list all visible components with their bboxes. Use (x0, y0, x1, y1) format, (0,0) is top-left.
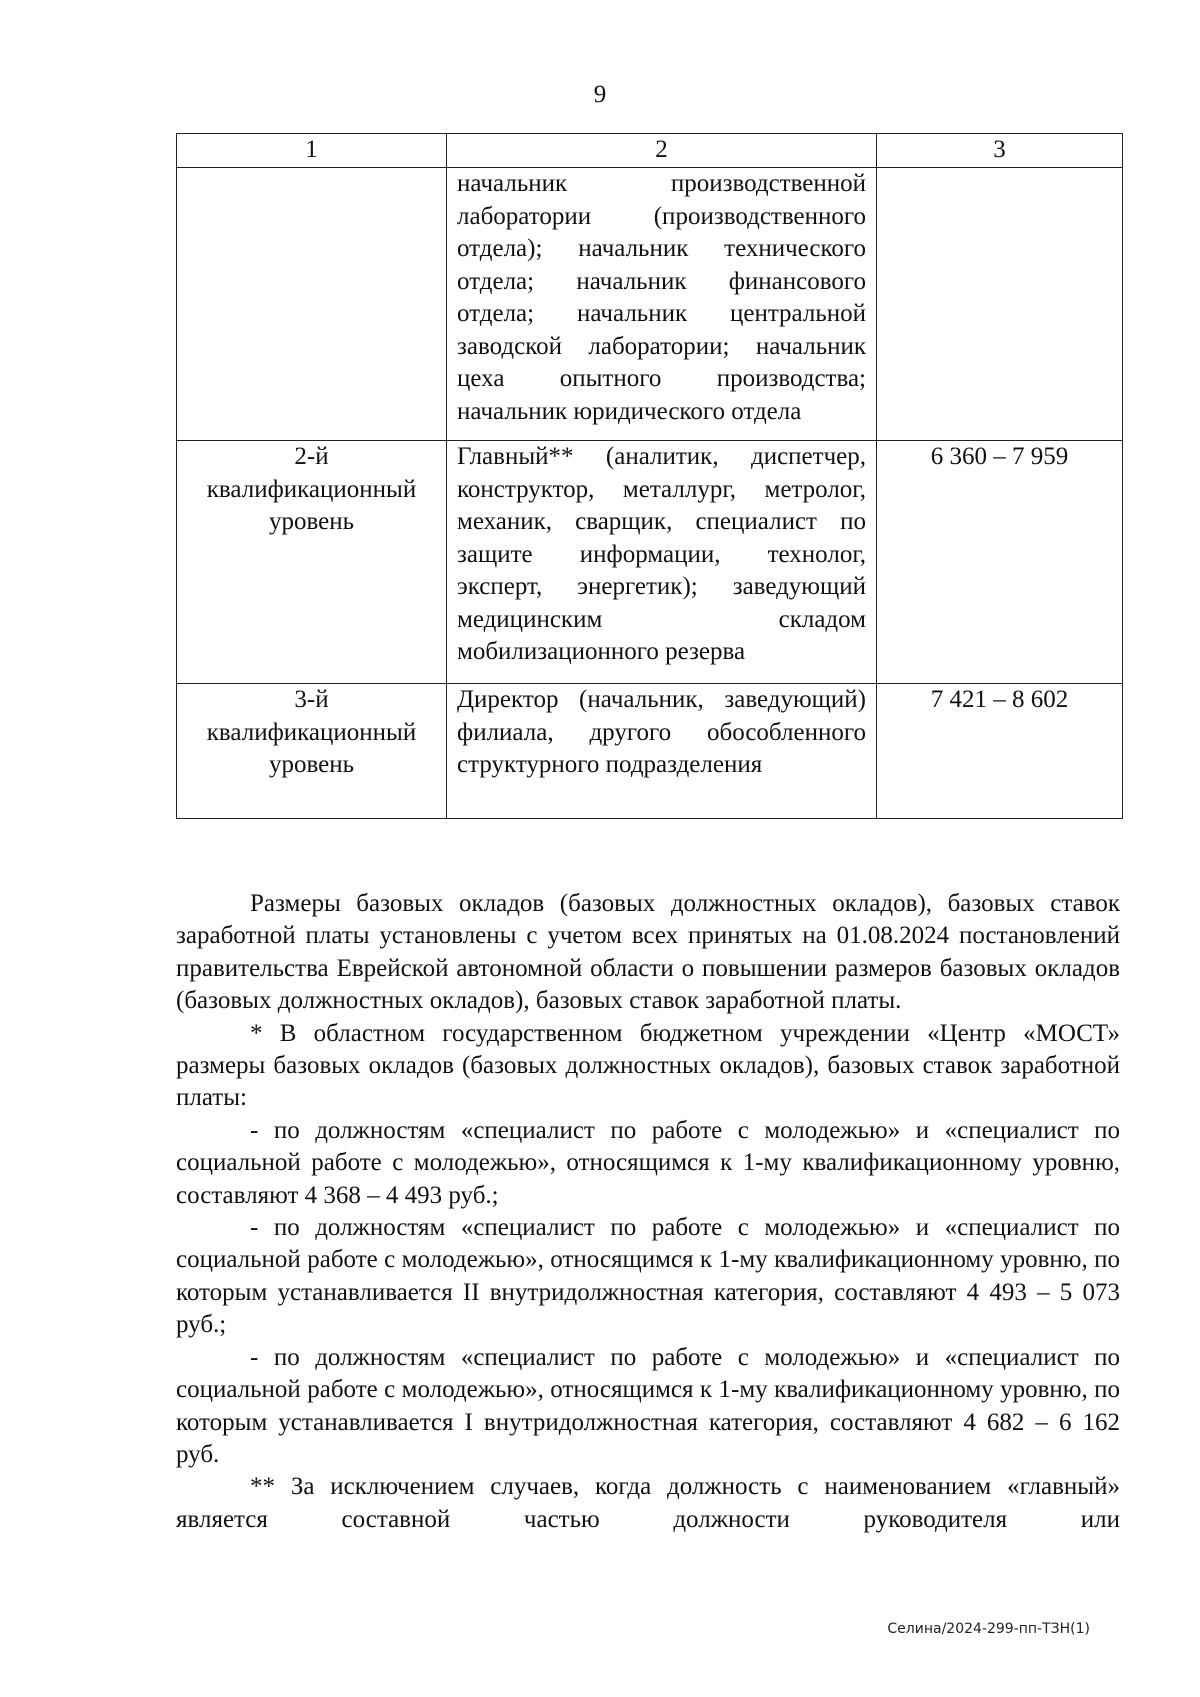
list-item: - по должностям «специалист по работе с молодежью» и «специалист по социальной работе с молодежью», относящимся к 1-му квалификационному уровню, составляют 4 368 – 4 493 руб.; (176, 1116, 1120, 1209)
document-code: Селина/2024-299-пп-ТЗН(1) (887, 1621, 1090, 1637)
footnote-2: ** За исключением случаев, когда должность с наименованием «главный» является составной частью должности руководителя или (176, 1473, 1120, 1533)
salary-range-cell: 6 360 – 7 959 (877, 441, 1123, 684)
paragraph-salary-basis: Размеры базовых окладов (базовых должностных окладов), базовых ставок заработной платы установлены с учетом всех принятых на 01.08.2024 постановлений правительства Еврейской автономной области о повышении размеров базовых окладов (базовых должностных окладов), базовых ставок заработной платы. (176, 890, 1120, 1015)
qualification-level-cell: 2-й квалификационный уровень (177, 441, 447, 684)
page-number: 9 (593, 81, 607, 108)
column-header-1: 1 (177, 134, 447, 168)
column-header-3: 3 (877, 134, 1123, 168)
salary-range-cell: 7 421 – 8 602 (877, 684, 1123, 819)
body-text (176, 888, 1120, 1536)
list-item: - по должностям «специалист по работе с молодежью» и «специалист по социальной работе с молодежью», относящимся к 1-му квалификационному уровню, по которым устанавливается I внутридолжностная категория, составляют 4 682 – 6 162 руб. (176, 1343, 1120, 1468)
list-item: - по должностям «специалист по работе с молодежью» и «специалист по социальной работе с молодежью», относящимся к 1-му квалификационному уровню, по которым устанавливается II внутридолжностная категория, составляют 4 493 – 5 073 руб.; (176, 1214, 1120, 1339)
table-row (177, 441, 1123, 684)
table-row (177, 168, 1123, 441)
positions-cell: Главный** (аналитик, диспетчер, конструктор, металлург, метролог, механик, сварщик, специалист по защите информации, технолог, эксперт, энергетик); заведующий медицинским складом мобилизационного резерва (447, 441, 877, 684)
salary-table (176, 133, 1123, 819)
positions-cell: Директор (начальник, заведующий) филиала, другого обособленного структурного подразделения (447, 684, 877, 819)
positions-cell: начальник производственной лаборатории (производственного отдела); начальник технического отдела; начальник финансового отдела; начальник центральной заводской лаборатории; начальник цеха опытного производства; начальник юридического отдела (447, 168, 877, 441)
table-row (177, 684, 1123, 819)
table-header-row (177, 134, 1123, 168)
qualification-level-cell: 3-й квалификационный уровень (177, 684, 447, 819)
qualification-level-cell (177, 168, 447, 441)
footnote-1: * В областном государственном бюджетном учреждении «Центр «МОСТ» размеры базовых окладов (базовых должностных окладов), базовых ставок заработной платы: (176, 1019, 1120, 1112)
salary-range-cell (877, 168, 1123, 441)
column-header-2: 2 (447, 134, 877, 168)
